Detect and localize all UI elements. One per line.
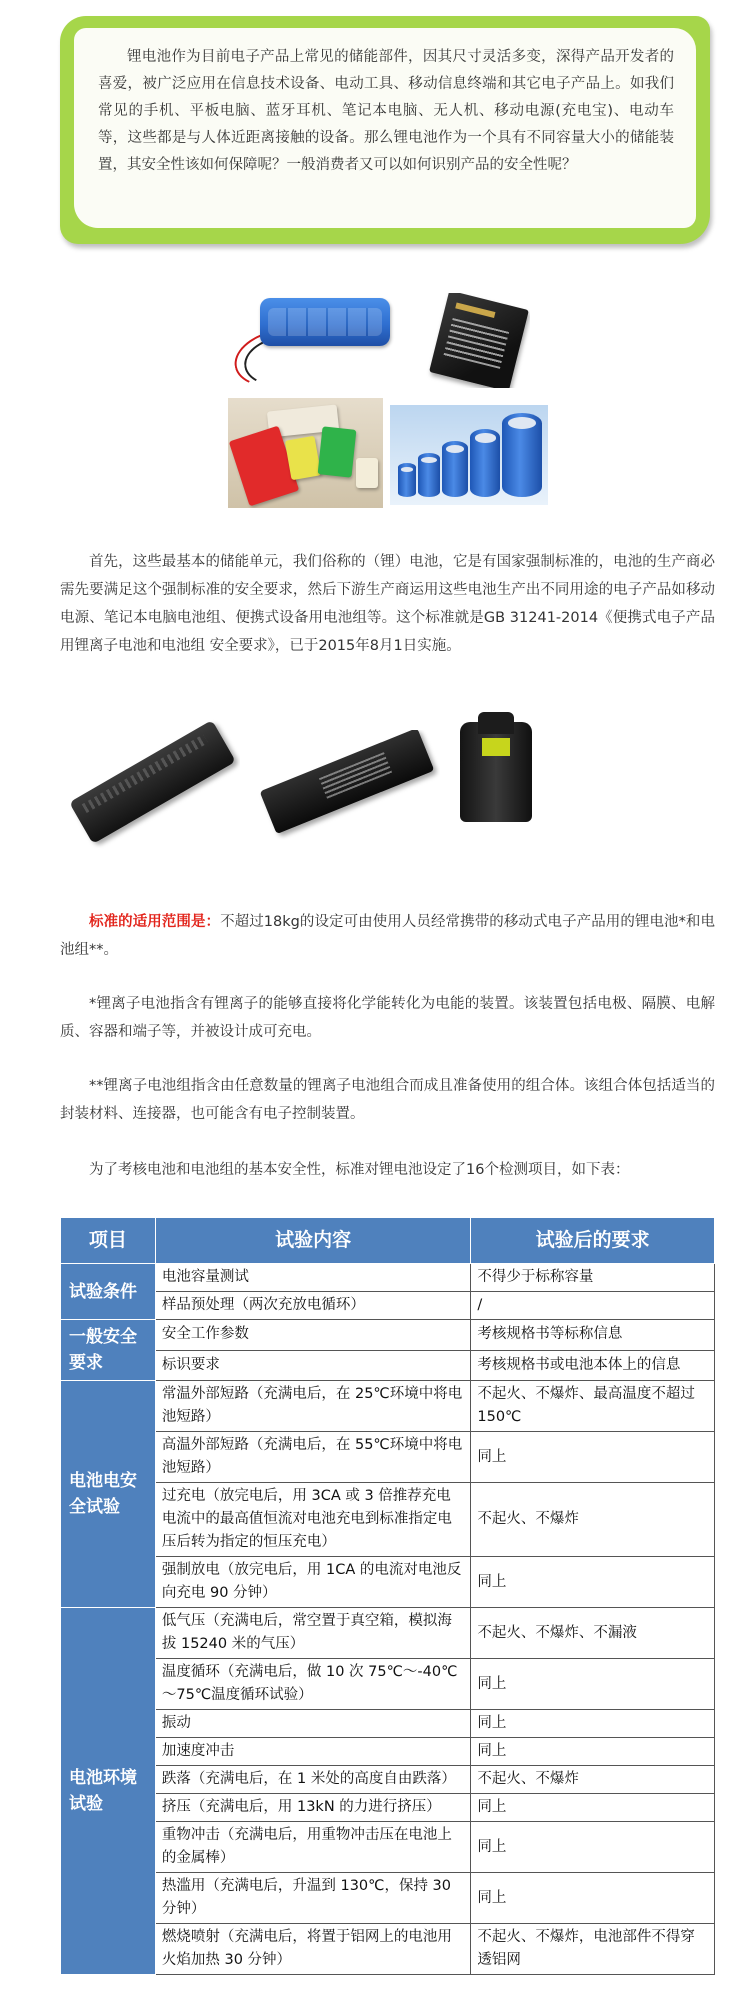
table-row bbox=[61, 1557, 715, 1608]
category-cell: 电池环境试验 bbox=[61, 1608, 156, 1975]
content-cell: 重物冲击（充满电后，用重物冲击压在电池上的金属棒） bbox=[155, 1822, 471, 1873]
table-row bbox=[61, 1924, 715, 1975]
table-row bbox=[61, 1432, 715, 1483]
scope-text: 不超过18kg的设定可由使用人员经常携带的移动式电子产品用的锂电池*和电池组**。 bbox=[60, 914, 715, 958]
table-row bbox=[61, 1710, 715, 1738]
content-cell: 高温外部短路（充满电后，在 55℃环境中将电池短路） bbox=[155, 1432, 471, 1483]
content-cell: 加速度冲击 bbox=[155, 1738, 471, 1766]
requirement-cell: 同上 bbox=[471, 1710, 715, 1738]
test-items-table bbox=[60, 1217, 715, 1975]
requirement-cell: 同上 bbox=[471, 1794, 715, 1822]
content-cell: 电池容量测试 bbox=[155, 1264, 471, 1292]
content-cell: 挤压（充满电后，用 13kN 的力进行挤压） bbox=[155, 1794, 471, 1822]
battery-pack-body bbox=[260, 298, 390, 346]
content-cell: 标识要求 bbox=[155, 1350, 471, 1381]
pouch-cells-photo bbox=[228, 398, 383, 508]
pouch-cell bbox=[356, 458, 378, 488]
power-tool-battery-body bbox=[460, 722, 532, 822]
requirement-cell: 同上 bbox=[471, 1659, 715, 1710]
content-cell: 安全工作参数 bbox=[155, 1320, 471, 1351]
category-cell: 试验条件 bbox=[61, 1264, 156, 1320]
table-row bbox=[61, 1264, 715, 1292]
requirement-cell: 不起火、不爆炸、最高温度不超过 150℃ bbox=[471, 1381, 715, 1432]
pouch-cell bbox=[285, 436, 321, 481]
header-item: 项目 bbox=[61, 1218, 156, 1264]
content-cell: 过充电（放完电后，用 3CA 或 3 倍推荐充电电流中的最高值恒流对电池充电到标准指定电压后转为指定的恒压充电） bbox=[155, 1483, 471, 1557]
table-row bbox=[61, 1381, 715, 1432]
content-cell: 强制放电（放完电后，用 1CA 的电流对电池反向充电 90 分钟） bbox=[155, 1557, 471, 1608]
category-cell: 一般安全要求 bbox=[61, 1320, 156, 1381]
content-cell: 热滥用（充满电后，升温到 130℃，保持 30 分钟） bbox=[155, 1873, 471, 1924]
table-row bbox=[61, 1873, 715, 1924]
paragraph-note-cell: *锂离子电池指含有锂离子的能够直接将化学能转化为电能的装置。该装置包括电极、隔膜、电解质、容器和端子等，并被设计成可充电。 bbox=[60, 996, 715, 1040]
requirement-cell: 不起火、不爆炸、不漏液 bbox=[471, 1608, 715, 1659]
requirement-cell: 同上 bbox=[471, 1432, 715, 1483]
content-cell: 跌落（充满电后，在 1 米处的高度自由跌落） bbox=[155, 1766, 471, 1794]
table-row bbox=[61, 1292, 715, 1320]
content-cell: 燃烧喷射（充满电后，将置于铝网上的电池用火焰加热 30 分钟） bbox=[155, 1924, 471, 1975]
content-cell: 低气压（充满电后，常空置于真空箱，模拟海拔 15240 米的气压） bbox=[155, 1608, 471, 1659]
table-row bbox=[61, 1794, 715, 1822]
cylindrical-cell bbox=[398, 463, 416, 497]
battery-pack-photo bbox=[230, 290, 410, 390]
power-tool-battery-photo bbox=[450, 700, 550, 835]
paragraph-note-pack: **锂离子电池组指含由任意数量的锂离子电池组合而成且准备使用的组合体。该组合体包括适当的封装材料、连接器，也可能含有电子控制装置。 bbox=[60, 1078, 715, 1122]
header-requirement: 试验后的要求 bbox=[471, 1218, 715, 1264]
table-row bbox=[61, 1483, 715, 1557]
requirement-cell: 同上 bbox=[471, 1873, 715, 1924]
paragraph-scope bbox=[60, 908, 715, 964]
scope-label: 标准的适用范围是： bbox=[89, 914, 221, 930]
cylindrical-cell bbox=[418, 453, 440, 497]
laptop-battery-body bbox=[69, 720, 236, 844]
notebook-battery-body bbox=[260, 730, 435, 834]
intro-inner bbox=[74, 28, 696, 228]
header-content: 试验内容 bbox=[155, 1218, 471, 1264]
content-cell: 常温外部短路（充满电后，在 25℃环境中将电池短路） bbox=[155, 1381, 471, 1432]
table-row bbox=[61, 1320, 715, 1351]
table-header-row bbox=[61, 1218, 715, 1264]
requirement-cell: 同上 bbox=[471, 1822, 715, 1873]
intro-text: 锂电池作为目前电子产品上常见的储能部件，因其尺寸灵活多变，深得产品开发者的喜爱，被广泛应用在信息技术设备、电动工具、移动信息终端和其它电子产品上。如我们常见的手机、平板电脑、蓝牙耳机、笔记本电脑、无人机、移动电源(充电宝)、电动车等，这些都是与人体近距离接触的设备。那么锂电池作为一个具有不同容量大小的储能装置，其安全性该如何保障呢？一般消费者又可以如何识别产品的安全性呢？ bbox=[98, 49, 674, 173]
requirement-cell: 不起火、不爆炸 bbox=[471, 1483, 715, 1557]
cylindrical-cells-photo bbox=[390, 405, 548, 505]
intro-frame bbox=[60, 16, 710, 244]
table-row bbox=[61, 1350, 715, 1381]
requirement-cell: 考核规格书或电池本体上的信息 bbox=[471, 1350, 715, 1381]
cylindrical-cell bbox=[470, 429, 500, 497]
requirement-cell: 考核规格书等标称信息 bbox=[471, 1320, 715, 1351]
cylindrical-cell bbox=[502, 413, 542, 497]
notebook-battery-photo bbox=[250, 730, 440, 840]
table-row bbox=[61, 1608, 715, 1659]
content-cell: 样品预处理（两次充放电循环） bbox=[155, 1292, 471, 1320]
laptop-battery-photo bbox=[60, 710, 240, 860]
requirement-cell: / bbox=[471, 1292, 715, 1320]
requirement-cell: 同上 bbox=[471, 1738, 715, 1766]
content-cell: 温度循环（充满电后，做 10 次 75℃～-40℃～75℃温度循环试验） bbox=[155, 1659, 471, 1710]
table-row bbox=[61, 1738, 715, 1766]
cylindrical-cell bbox=[442, 441, 468, 497]
phone-battery-cell bbox=[429, 293, 529, 388]
category-cell: 电池电安全试验 bbox=[61, 1381, 156, 1608]
paragraph-table-intro: 为了考核电池和电池组的基本安全性，标准对锂电池设定了16个检测项目，如下表： bbox=[89, 1162, 630, 1178]
requirement-cell: 不起火、不爆炸 bbox=[471, 1766, 715, 1794]
requirement-cell: 同上 bbox=[471, 1557, 715, 1608]
requirement-cell: 不起火、不爆炸，电池部件不得穿透铝网 bbox=[471, 1924, 715, 1975]
requirement-cell: 不得少于标称容量 bbox=[471, 1264, 715, 1292]
pouch-cell bbox=[318, 426, 357, 477]
table-row bbox=[61, 1822, 715, 1873]
content-cell: 振动 bbox=[155, 1710, 471, 1738]
table-row bbox=[61, 1766, 715, 1794]
paragraph-standard: 首先，这些最基本的储能单元，我们俗称的（锂）电池，它是有国家强制标准的，电池的生产商必需先要满足这个强制标准的安全要求，然后下游生产商运用这些电池生产出不同用途的电子产品如移动电源、笔记本电脑电池组、便携式设备用电池组等。这个标准就是GB 31241-2014《便携式电子产品用锂离子电池和电池组 安全要求》，已于2015年8月1日实施。 bbox=[60, 554, 715, 654]
table-row bbox=[61, 1659, 715, 1710]
phone-battery-photo bbox=[420, 293, 530, 388]
